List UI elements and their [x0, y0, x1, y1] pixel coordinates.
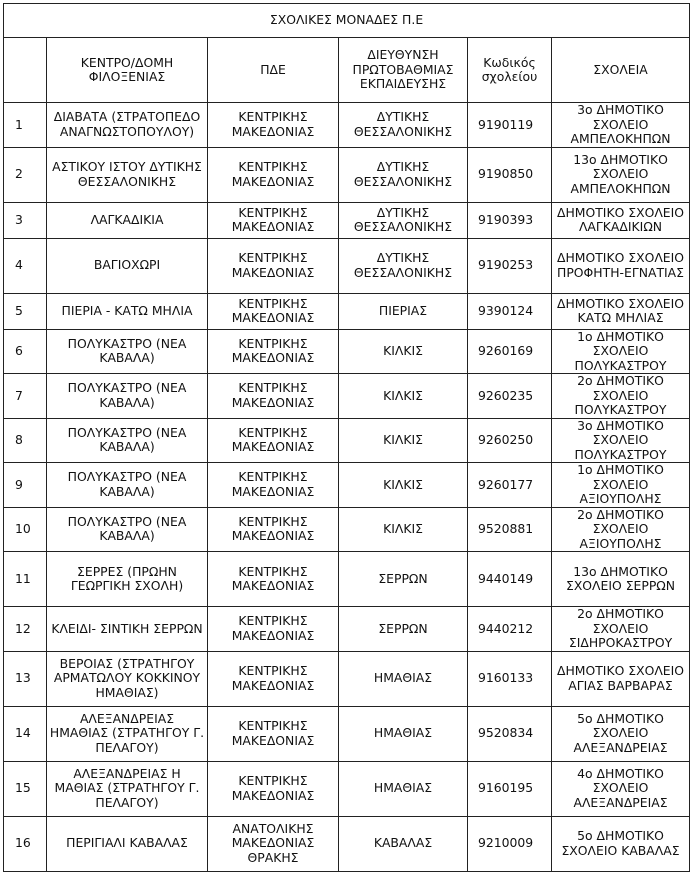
header-schools: ΣΧΟΛΕΙΑ — [552, 38, 690, 103]
cell-pde: ΚΕΝΤΡΙΚΗΣ ΜΑΚΕΔΟΝΙΑΣ — [208, 293, 339, 329]
cell-school: ΔΗΜΟΤΙΚΟ ΣΧΟΛΕΙΟ ΑΓΙΑΣ ΒΑΡΒΑΡΑΣ — [552, 651, 690, 706]
cell-pde: ΚΕΝΤΡΙΚΗΣ ΜΑΚΕΔΟΝΙΑΣ — [208, 507, 339, 552]
cell-school: 2ο ΔΗΜΟΤΙΚΟ ΣΧΟΛΕΙΟ ΣΙΔΗΡΟΚΑΣΤΡΟΥ — [552, 607, 690, 652]
cell-directorate: ΣΕΡΡΩΝ — [339, 607, 468, 652]
cell-school-code: 9210009 — [468, 816, 552, 871]
cell-center: ΠΟΛΥΚΑΣΤΡΟ (ΝΕΑ ΚΑΒΑΛΑ) — [47, 418, 208, 463]
cell-school: 13ο ΔΗΜΟΤΙΚΟ ΣΧΟΛΕΙΟ ΑΜΠΕΛΟΚΗΠΩΝ — [552, 147, 690, 202]
cell-directorate: ΚΙΛΚΙΣ — [339, 418, 468, 463]
cell-pde: ΚΕΝΤΡΙΚΗΣ ΜΑΚΕΔΟΝΙΑΣ — [208, 147, 339, 202]
table-row — [4, 552, 690, 607]
cell-center: ΑΛΕΞΑΝΔΡΕΙΑΣ Η ΜΑΘΙΑΣ (ΣΤΡΑΤΗΓΟΥ Γ. ΠΕΛΑΓΟΥ) — [47, 761, 208, 816]
table-row — [4, 293, 690, 329]
cell-center: ΠΙΕΡΙΑ - ΚΑΤΩ ΜΗΛΙΑ — [47, 293, 208, 329]
table-row — [4, 202, 690, 238]
cell-pde: ΚΕΝΤΡΙΚΗΣ ΜΑΚΕΔΟΝΙΑΣ — [208, 103, 339, 148]
cell-school-code: 9520881 — [468, 507, 552, 552]
cell-directorate: ΗΜΑΘΙΑΣ — [339, 651, 468, 706]
header-directorate: ΔΙΕΥΘΥΝΣΗ ΠΡΩΤΟΒΑΘΜΙΑΣ ΕΚΠΑΙΔΕΥΣΗΣ — [339, 38, 468, 103]
cell-directorate: ΚΙΛΚΙΣ — [339, 329, 468, 374]
cell-school-code: 9260177 — [468, 463, 552, 508]
table-body — [4, 103, 690, 872]
cell-directorate: ΠΙΕΡΙΑΣ — [339, 293, 468, 329]
row-number: 16 — [4, 816, 47, 871]
cell-school: 1ο ΔΗΜΟΤΙΚΟ ΣΧΟΛΕΙΟ ΠΟΛΥΚΑΣΤΡΟΥ — [552, 329, 690, 374]
row-number: 15 — [4, 761, 47, 816]
row-number: 2 — [4, 147, 47, 202]
cell-pde: ΚΕΝΤΡΙΚΗΣ ΜΑΚΕΔΟΝΙΑΣ — [208, 607, 339, 652]
cell-school-code: 9160195 — [468, 761, 552, 816]
cell-center: ΒΑΓΙΟΧΩΡΙ — [47, 238, 208, 293]
cell-center: ΑΣΤΙΚΟΥ ΙΣΤΟΥ ΔΥΤΙΚΗΣ ΘΕΣΣΑΛΟΝΙΚΗΣ — [47, 147, 208, 202]
cell-pde: ΑΝΑΤΟΛΙΚΗΣ ΜΑΚΕΔΟΝΙΑΣ ΘΡΑΚΗΣ — [208, 816, 339, 871]
row-number: 5 — [4, 293, 47, 329]
cell-school: 4ο ΔΗΜΟΤΙΚΟ ΣΧΟΛΕΙΟ ΑΛΕΞΑΝΔΡΕΙΑΣ — [552, 761, 690, 816]
cell-directorate: ΚΙΛΚΙΣ — [339, 463, 468, 508]
table-row — [4, 607, 690, 652]
cell-school: 3ο ΔΗΜΟΤΙΚΟ ΣΧΟΛΕΙΟ ΠΟΛΥΚΑΣΤΡΟΥ — [552, 418, 690, 463]
cell-center: ΠΟΛΥΚΑΣΤΡΟ (ΝΕΑ ΚΑΒΑΛΑ) — [47, 463, 208, 508]
cell-school: 2ο ΔΗΜΟΤΙΚΟ ΣΧΟΛΕΙΟ ΠΟΛΥΚΑΣΤΡΟΥ — [552, 374, 690, 419]
row-number: 14 — [4, 706, 47, 761]
cell-school: 2ο ΔΗΜΟΤΙΚΟ ΣΧΟΛΕΙΟ ΑΞΙΟΥΠΟΛΗΣ — [552, 507, 690, 552]
cell-pde: ΚΕΝΤΡΙΚΗΣ ΜΑΚΕΔΟΝΙΑΣ — [208, 552, 339, 607]
cell-school-code: 9260250 — [468, 418, 552, 463]
cell-center: ΣΕΡΡΕΣ (ΠΡΩΗΝ ΓΕΩΡΓΙΚΗ ΣΧΟΛΗ) — [47, 552, 208, 607]
schools-table — [3, 3, 690, 872]
cell-pde: ΚΕΝΤΡΙΚΗΣ ΜΑΚΕΔΟΝΙΑΣ — [208, 329, 339, 374]
cell-school-code: 9260169 — [468, 329, 552, 374]
table-row — [4, 329, 690, 374]
table-row — [4, 507, 690, 552]
cell-school-code: 9440149 — [468, 552, 552, 607]
cell-pde: ΚΕΝΤΡΙΚΗΣ ΜΑΚΕΔΟΝΙΑΣ — [208, 651, 339, 706]
header-school-code: Κωδικός σχολείου — [468, 38, 552, 103]
table-row — [4, 374, 690, 419]
cell-directorate: ΔΥΤΙΚΗΣ ΘΕΣΣΑΛΟΝΙΚΗΣ — [339, 238, 468, 293]
table-row — [4, 147, 690, 202]
cell-pde: ΚΕΝΤΡΙΚΗΣ ΜΑΚΕΔΟΝΙΑΣ — [208, 463, 339, 508]
cell-center: ΠΟΛΥΚΑΣΤΡΟ (ΝΕΑ ΚΑΒΑΛΑ) — [47, 374, 208, 419]
cell-pde: ΚΕΝΤΡΙΚΗΣ ΜΑΚΕΔΟΝΙΑΣ — [208, 706, 339, 761]
table-row — [4, 706, 690, 761]
header-pde: ΠΔΕ — [208, 38, 339, 103]
row-number: 11 — [4, 552, 47, 607]
table-title: ΣΧΟΛΙΚΕΣ ΜΟΝΑΔΕΣ Π.Ε — [4, 4, 690, 38]
table-row — [4, 418, 690, 463]
cell-center: ΠΟΛΥΚΑΣΤΡΟ (ΝΕΑ ΚΑΒΑΛΑ) — [47, 329, 208, 374]
cell-directorate: ΔΥΤΙΚΗΣ ΘΕΣΣΑΛΟΝΙΚΗΣ — [339, 147, 468, 202]
cell-school: 5ο ΔΗΜΟΤΙΚΟ ΣΧΟΛΕΙΟ ΚΑΒΑΛΑΣ — [552, 816, 690, 871]
cell-school: ΔΗΜΟΤΙΚΟ ΣΧΟΛΕΙΟ ΚΑΤΩ ΜΗΛΙΑΣ — [552, 293, 690, 329]
row-number: 1 — [4, 103, 47, 148]
cell-school: ΔΗΜΟΤΙΚΟ ΣΧΟΛΕΙΟ ΠΡΟΦΗΤΗ-ΕΓΝΑΤΙΑΣ — [552, 238, 690, 293]
table-row — [4, 816, 690, 871]
cell-directorate: ΚΙΛΚΙΣ — [339, 374, 468, 419]
cell-pde: ΚΕΝΤΡΙΚΗΣ ΜΑΚΕΔΟΝΙΑΣ — [208, 202, 339, 238]
cell-center: ΠΕΡΙΓΙΑΛΙ ΚΑΒΑΛΑΣ — [47, 816, 208, 871]
cell-school-code: 9260235 — [468, 374, 552, 419]
cell-school: 1ο ΔΗΜΟΤΙΚΟ ΣΧΟΛΕΙΟ ΑΞΙΟΥΠΟΛΗΣ — [552, 463, 690, 508]
cell-school-code: 9190253 — [468, 238, 552, 293]
cell-pde: ΚΕΝΤΡΙΚΗΣ ΜΑΚΕΔΟΝΙΑΣ — [208, 761, 339, 816]
cell-school: 3ο ΔΗΜΟΤΙΚΟ ΣΧΟΛΕΙΟ ΑΜΠΕΛΟΚΗΠΩΝ — [552, 103, 690, 148]
cell-school-code: 9160133 — [468, 651, 552, 706]
cell-directorate: ΗΜΑΘΙΑΣ — [339, 706, 468, 761]
cell-center: ΑΛΕΞΑΝΔΡΕΙΑΣ ΗΜΑΘΙΑΣ (ΣΤΡΑΤΗΓΟΥ Γ. ΠΕΛΑΓΟΥ) — [47, 706, 208, 761]
cell-center: ΔΙΑΒΑΤΑ (ΣΤΡΑΤΟΠΕΔΟ ΑΝΑΓΝΩΣΤΟΠΟΥΛΟΥ) — [47, 103, 208, 148]
cell-directorate: ΔΥΤΙΚΗΣ ΘΕΣΣΑΛΟΝΙΚΗΣ — [339, 202, 468, 238]
cell-center: ΒΕΡΟΙΑΣ (ΣΤΡΑΤΗΓΟΥ ΑΡΜΑΤΩΛΟΥ ΚΟΚΚΙΝΟΥ ΗΜΑΘΙΑΣ) — [47, 651, 208, 706]
cell-directorate: ΔΥΤΙΚΗΣ ΘΕΣΣΑΛΟΝΙΚΗΣ — [339, 103, 468, 148]
cell-pde: ΚΕΝΤΡΙΚΗΣ ΜΑΚΕΔΟΝΙΑΣ — [208, 238, 339, 293]
cell-school: ΔΗΜΟΤΙΚΟ ΣΧΟΛΕΙΟ ΛΑΓΚΑΔΙΚΙΩΝ — [552, 202, 690, 238]
cell-school-code: 9390124 — [468, 293, 552, 329]
cell-pde: ΚΕΝΤΡΙΚΗΣ ΜΑΚΕΔΟΝΙΑΣ — [208, 418, 339, 463]
row-number: 9 — [4, 463, 47, 508]
cell-pde: ΚΕΝΤΡΙΚΗΣ ΜΑΚΕΔΟΝΙΑΣ — [208, 374, 339, 419]
cell-center: ΛΑΓΚΑΔΙΚΙΑ — [47, 202, 208, 238]
row-number: 12 — [4, 607, 47, 652]
row-number: 13 — [4, 651, 47, 706]
table-row — [4, 238, 690, 293]
header-number — [4, 38, 47, 103]
cell-directorate: ΣΕΡΡΩΝ — [339, 552, 468, 607]
row-number: 4 — [4, 238, 47, 293]
table-row — [4, 651, 690, 706]
cell-school-code: 9520834 — [468, 706, 552, 761]
cell-school-code: 9190119 — [468, 103, 552, 148]
row-number: 10 — [4, 507, 47, 552]
row-number: 6 — [4, 329, 47, 374]
table-row — [4, 761, 690, 816]
cell-school-code: 9190393 — [468, 202, 552, 238]
cell-directorate: ΚΙΛΚΙΣ — [339, 507, 468, 552]
cell-directorate: ΗΜΑΘΙΑΣ — [339, 761, 468, 816]
row-number: 7 — [4, 374, 47, 419]
row-number: 8 — [4, 418, 47, 463]
row-number: 3 — [4, 202, 47, 238]
table-row — [4, 103, 690, 148]
cell-center: ΚΛΕΙΔΙ- ΣΙΝΤΙΚΗ ΣΕΡΡΩΝ — [47, 607, 208, 652]
table-row — [4, 463, 690, 508]
cell-school-code: 9190850 — [468, 147, 552, 202]
cell-school: 13ο ΔΗΜΟΤΙΚΟ ΣΧΟΛΕΙΟ ΣΕΡΡΩΝ — [552, 552, 690, 607]
cell-school-code: 9440212 — [468, 607, 552, 652]
cell-center: ΠΟΛΥΚΑΣΤΡΟ (ΝΕΑ ΚΑΒΑΛΑ) — [47, 507, 208, 552]
header-center: ΚΕΝΤΡΟ/ΔΟΜΗ ΦΙΛΟΞΕΝΙΑΣ — [47, 38, 208, 103]
cell-school: 5ο ΔΗΜΟΤΙΚΟ ΣΧΟΛΕΙΟ ΑΛΕΞΑΝΔΡΕΙΑΣ — [552, 706, 690, 761]
cell-directorate: ΚΑΒΑΛΑΣ — [339, 816, 468, 871]
